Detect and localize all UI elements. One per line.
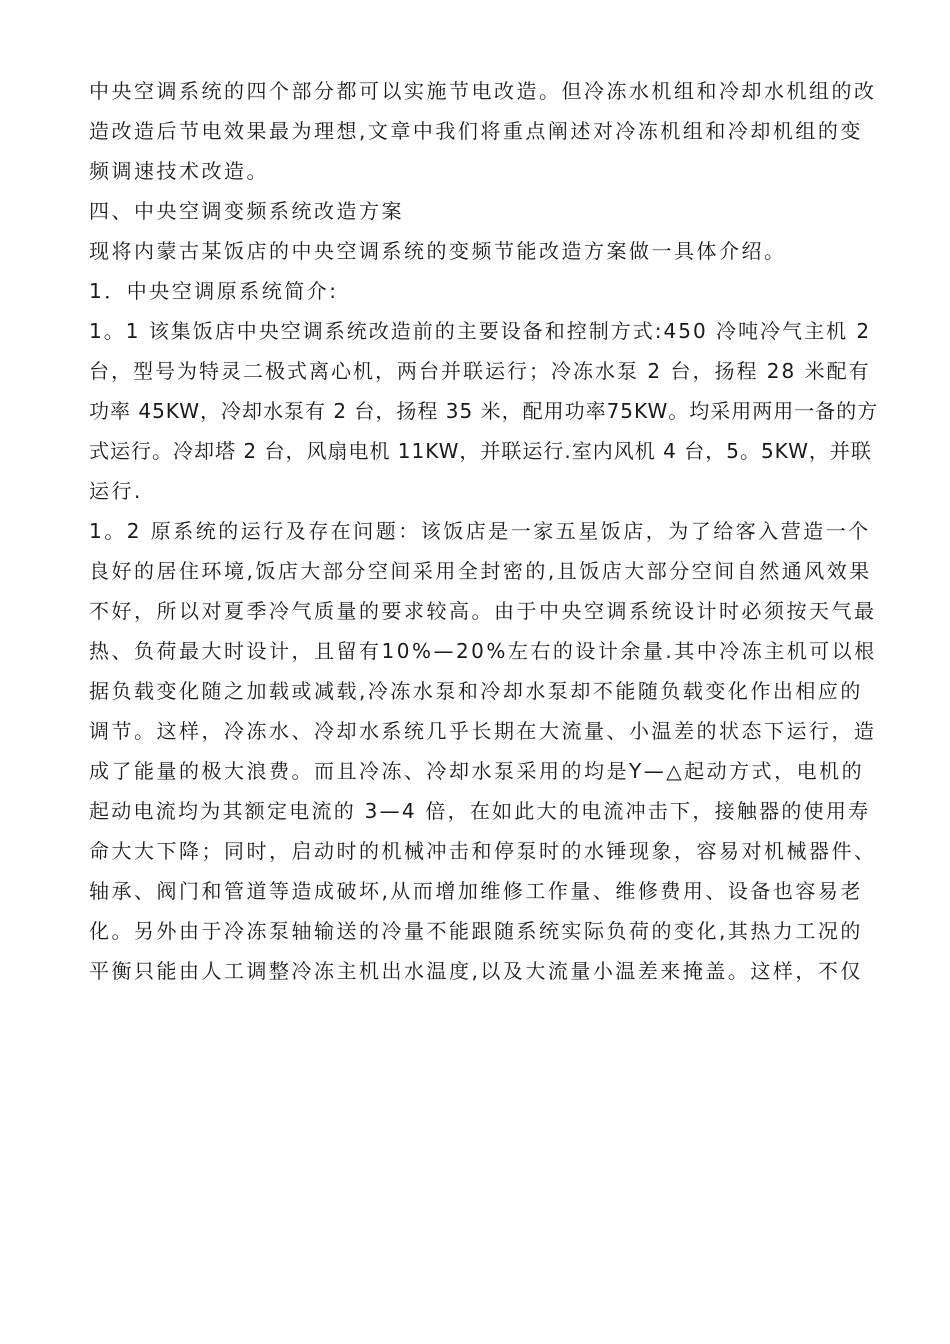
text-line: 现将内蒙古某饭店的中央空调系统的变频节能改造方案做一具体介绍。 (89, 239, 787, 263)
text-line: 不好，所以对夏季冷气质量的要求较高。由于中央空调系统设计时必须按天气最 (89, 599, 877, 623)
text-line: 据负载变化随之加载或减载,冷冻水泵和冷却水泵却不能随负载变化作出相应的 (89, 679, 863, 703)
text-line: 中央空调系统的四个部分都可以实施节电改造。但冷冻水机组和冷却水机组的改 (89, 79, 877, 103)
text-line: 起动电流均为其额定电流的 3—4 倍，在如此大的电流冲击下，接触器的使用寿 (89, 799, 871, 823)
text-line: 1。2 原系统的运行及存在问题：该饭店是一家五星饭店，为了给客入营造一个 (89, 519, 871, 543)
text-line: 调节。这样，冷冻水、冷却水系统几乎长期在大流量、小温差的状态下运行，造 (89, 719, 877, 743)
text-line: 轴承、阀门和管道等造成破坏,从而增加维修工作量、维修费用、设备也容易老 (89, 879, 863, 903)
text-line: 命大大下降；同时，启动时的机械冲击和停泵时的水锤现象，容易对机械器件、 (89, 839, 877, 863)
text-line: 造改造后节电效果最为理想,文章中我们将重点阐述对冷冻机组和冷却机组的变 (89, 119, 863, 143)
text-line: 成了能量的极大浪费。而且冷冻、冷却水泵采用的均是Y—△起动方式，电机的 (89, 759, 865, 783)
text-line: 频调速技术改造。 (89, 159, 269, 183)
text-line: 化。另外由于冷冻泵轴输送的冷量不能跟随系统实际负荷的变化,其热力工况的 (89, 919, 863, 943)
text-line: 热、负荷最大时设计，且留有10%—20%左右的设计余量.其中冷冻主机可以根 (89, 639, 877, 663)
section-heading: 四、中央空调变频系统改造方案 (89, 199, 404, 223)
text-line: 良好的居住环境,饭店大部分空间采用全封密的,且饭店大部分空间自然通风效果 (89, 559, 872, 583)
document-body (89, 71, 879, 991)
subsection-heading: 1．中央空调原系统简介: (89, 279, 339, 303)
text-line: 式运行。冷却塔 2 台，风扇电机 11KW，并联运行.室内风机 4 台，5。5KW，并联 (89, 439, 872, 463)
text-line: 平衡只能由人工调整冷冻主机出水温度,以及大流量小温差来掩盖。这样，不仅 (89, 959, 863, 983)
text-line: 1。1 该集饭店中央空调系统改造前的主要设备和控制方式:450 冷吨冷气主机 2 (89, 319, 872, 343)
text-line: 运行. (89, 479, 143, 503)
text-line: 功率 45KW，冷却水泵有 2 台，扬程 35 米，配用功率75KW。均采用两用一备的方 (89, 399, 879, 423)
text-line: 台，型号为特灵二极式离心机，两台并联运行；冷冻水泵 2 台，扬程 28 米配有 (89, 359, 871, 383)
